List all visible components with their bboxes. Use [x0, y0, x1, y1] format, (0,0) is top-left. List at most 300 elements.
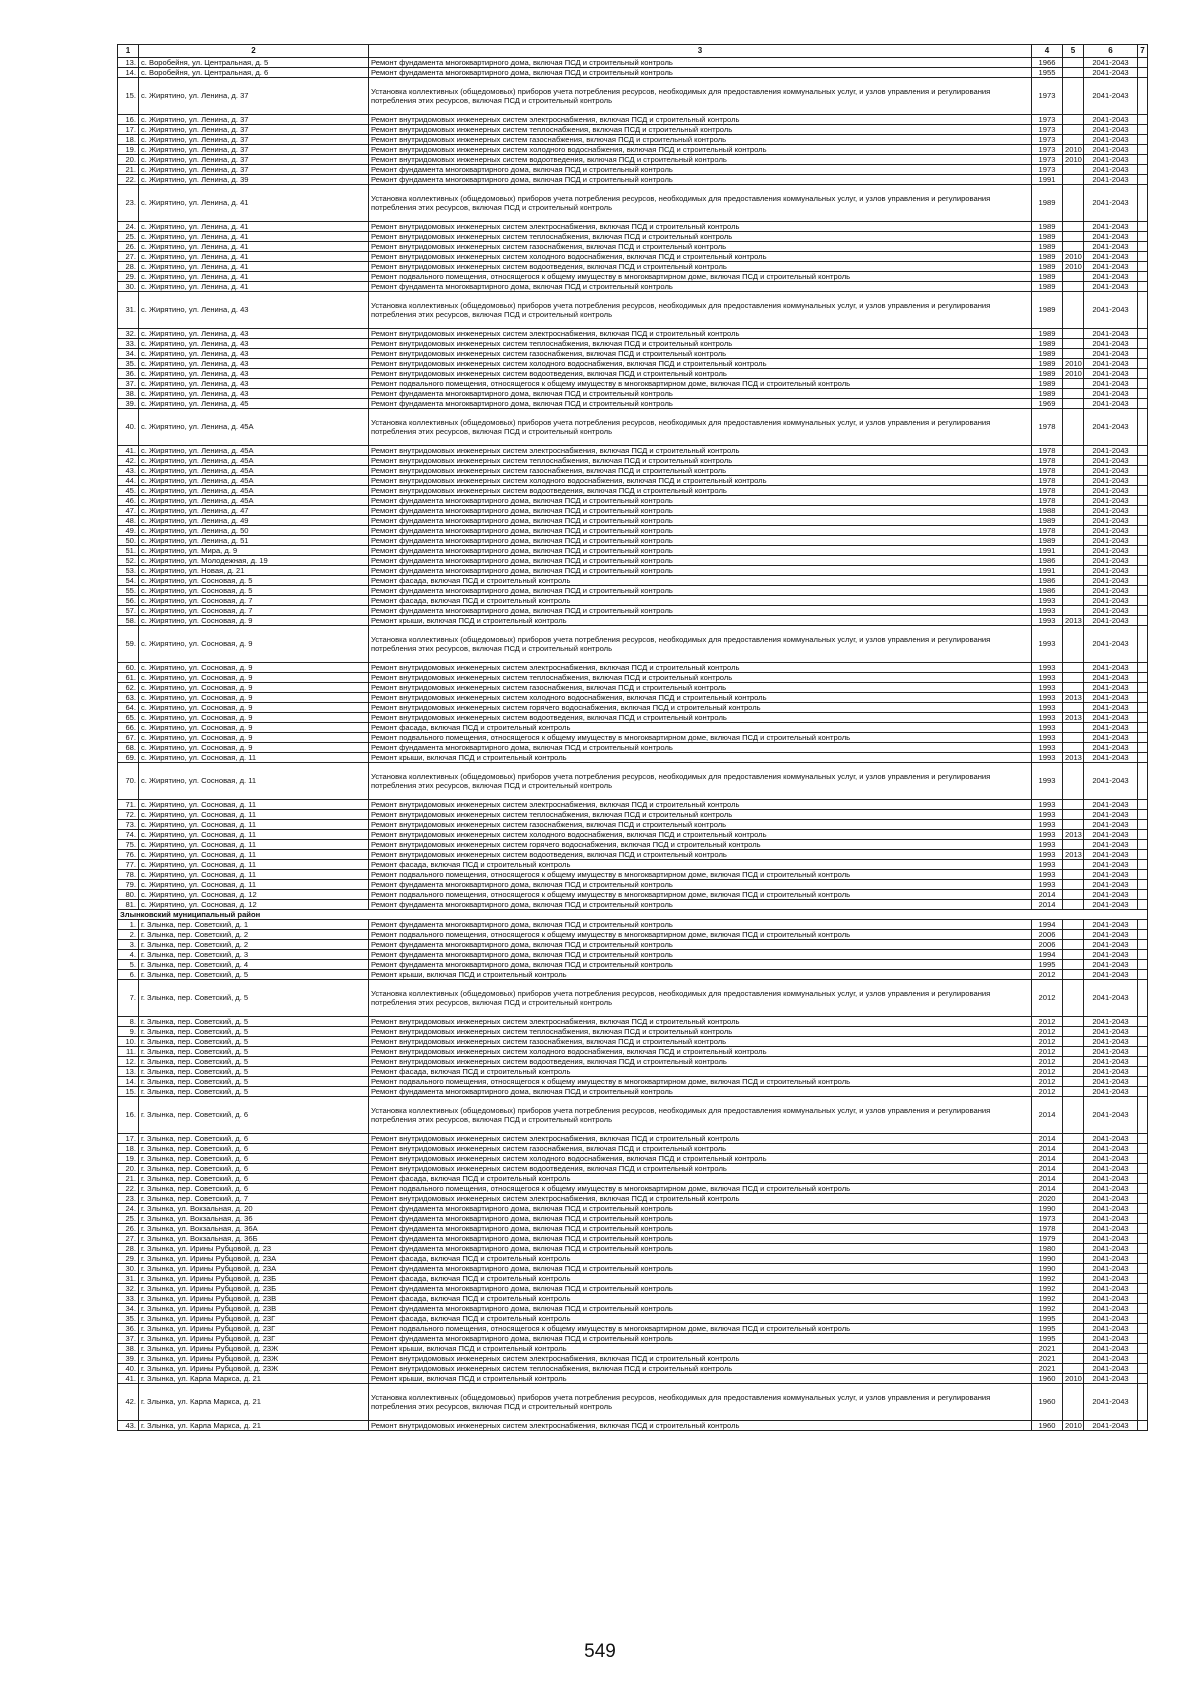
- work-type-cell: Ремонт внутридомовых инженерных систем теплоснабжения, включая ПСД и строительный контроль: [369, 456, 1032, 466]
- year-built-cell: 1978: [1032, 526, 1063, 536]
- address-cell: с. Жирятино, ул. Сосновая, д. 5: [139, 586, 369, 596]
- year-built-cell: 1993: [1032, 606, 1063, 616]
- work-type-cell: Ремонт внутридомовых инженерных систем электроснабжения, включая ПСД и строительный контроль: [369, 1421, 1032, 1431]
- table-row: [118, 1384, 1148, 1421]
- empty-cell: [1138, 329, 1148, 339]
- table-row: [118, 1294, 1148, 1304]
- address-cell: с. Воробейня, ул. Центральная, д. 5: [139, 58, 369, 68]
- empty-cell: [1138, 1334, 1148, 1344]
- planned-period-cell: 2041-2043: [1084, 606, 1138, 616]
- planned-period-cell: 2041-2043: [1084, 546, 1138, 556]
- planned-period-cell: 2041-2043: [1084, 1194, 1138, 1204]
- work-type-cell: Ремонт внутридомовых инженерных систем холодного водоснабжения, включая ПСД и строительный контроль: [369, 359, 1032, 369]
- planned-period-cell: 2041-2043: [1084, 1274, 1138, 1284]
- empty-cell: [1138, 1304, 1148, 1314]
- year-built-cell: 1960: [1032, 1421, 1063, 1431]
- year-built-cell: 1989: [1032, 329, 1063, 339]
- address-cell: г. Злынка, пер. Советский, д. 4: [139, 960, 369, 970]
- empty-cell: [1138, 1254, 1148, 1264]
- address-cell: с. Жирятино, ул. Ленина, д. 37: [139, 145, 369, 155]
- row-number: 41.: [118, 446, 139, 456]
- work-type-cell: Ремонт внутридомовых инженерных систем теплоснабжения, включая ПСД и строительный контроль: [369, 1027, 1032, 1037]
- row-number: 24.: [118, 222, 139, 232]
- planned-period-cell: 2041-2043: [1084, 596, 1138, 606]
- year-built-cell: 2012: [1032, 1017, 1063, 1027]
- year-built-cell: 1993: [1032, 713, 1063, 723]
- table-row: [118, 626, 1148, 663]
- last-repair-year-cell: [1063, 232, 1084, 242]
- row-number: 1.: [118, 920, 139, 930]
- table-row: [118, 1234, 1148, 1244]
- address-cell: г. Злынка, пер. Советский, д. 5: [139, 980, 369, 1017]
- last-repair-year-cell: [1063, 980, 1084, 1017]
- table-row: [118, 1264, 1148, 1274]
- address-cell: с. Жирятино, ул. Новая, д. 21: [139, 566, 369, 576]
- work-type-cell: Ремонт внутридомовых инженерных систем электроснабжения, включая ПСД и строительный контроль: [369, 1354, 1032, 1364]
- planned-period-cell: 2041-2043: [1084, 810, 1138, 820]
- address-cell: г. Злынка, пер. Советский, д. 5: [139, 1027, 369, 1037]
- table-row: [118, 456, 1148, 466]
- row-number: 17.: [118, 125, 139, 135]
- table-row: [118, 663, 1148, 673]
- work-type-cell: Ремонт фундамента многоквартирного дома, включая ПСД и строительный контроль: [369, 940, 1032, 950]
- empty-cell: [1138, 1274, 1148, 1284]
- planned-period-cell: 2041-2043: [1084, 1324, 1138, 1334]
- table-row: [118, 566, 1148, 576]
- last-repair-year-cell: [1063, 1384, 1084, 1421]
- row-number: 21.: [118, 1174, 139, 1184]
- last-repair-year-cell: [1063, 1334, 1084, 1344]
- address-cell: с. Жирятино, ул. Ленина, д. 45А: [139, 446, 369, 456]
- year-built-cell: 1989: [1032, 379, 1063, 389]
- work-type-cell: Ремонт фундамента многоквартирного дома, включая ПСД и строительный контроль: [369, 556, 1032, 566]
- row-number: 13.: [118, 1067, 139, 1077]
- empty-cell: [1138, 800, 1148, 810]
- year-built-cell: 1988: [1032, 506, 1063, 516]
- year-built-cell: 1990: [1032, 1204, 1063, 1214]
- address-cell: г. Злынка, пер. Советский, д. 2: [139, 930, 369, 940]
- planned-period-cell: 2041-2043: [1084, 556, 1138, 566]
- year-built-cell: 1993: [1032, 733, 1063, 743]
- year-built-cell: 1993: [1032, 810, 1063, 820]
- table-row: [118, 379, 1148, 389]
- planned-period-cell: 2041-2043: [1084, 1354, 1138, 1364]
- work-type-cell: Ремонт фундамента многоквартирного дома, включая ПСД и строительный контроль: [369, 1244, 1032, 1254]
- address-cell: г. Злынка, пер. Советский, д. 7: [139, 1194, 369, 1204]
- row-number: 14.: [118, 1077, 139, 1087]
- empty-cell: [1138, 1264, 1148, 1274]
- row-number: 27.: [118, 252, 139, 262]
- work-type-cell: Ремонт внутридомовых инженерных систем электроснабжения, включая ПСД и строительный контроль: [369, 1017, 1032, 1027]
- last-repair-year-cell: [1063, 1077, 1084, 1087]
- address-cell: с. Жирятино, ул. Ленина, д. 45А: [139, 456, 369, 466]
- table-row: [118, 232, 1148, 242]
- address-cell: с. Жирятино, ул. Ленина, д. 37: [139, 155, 369, 165]
- last-repair-year-cell: [1063, 723, 1084, 733]
- planned-period-cell: 2041-2043: [1084, 683, 1138, 693]
- work-type-cell: Ремонт внутридомовых инженерных систем холодного водоснабжения, включая ПСД и строительный контроль: [369, 830, 1032, 840]
- empty-cell: [1138, 135, 1148, 145]
- year-built-cell: 1978: [1032, 456, 1063, 466]
- work-type-cell: Ремонт внутридомовых инженерных систем теплоснабжения, включая ПСД и строительный контроль: [369, 232, 1032, 242]
- work-type-cell: Ремонт фасада, включая ПСД и строительный контроль: [369, 1174, 1032, 1184]
- row-number: 36.: [118, 1324, 139, 1334]
- last-repair-year-cell: 2013: [1063, 830, 1084, 840]
- empty-cell: [1138, 1017, 1148, 1027]
- planned-period-cell: 2041-2043: [1084, 476, 1138, 486]
- planned-period-cell: 2041-2043: [1084, 262, 1138, 272]
- year-built-cell: 1989: [1032, 349, 1063, 359]
- year-built-cell: 2012: [1032, 1077, 1063, 1087]
- table-row: [118, 1037, 1148, 1047]
- empty-cell: [1138, 369, 1148, 379]
- empty-cell: [1138, 1047, 1148, 1057]
- table-row: [118, 369, 1148, 379]
- table-row: [118, 703, 1148, 713]
- work-type-cell: Ремонт фундамента многоквартирного дома, включая ПСД и строительный контроль: [369, 506, 1032, 516]
- row-number: 32.: [118, 1284, 139, 1294]
- row-number: 37.: [118, 379, 139, 389]
- work-type-cell: Ремонт фундамента многоквартирного дома, включая ПСД и строительный контроль: [369, 389, 1032, 399]
- last-repair-year-cell: [1063, 970, 1084, 980]
- address-cell: г. Злынка, пер. Советский, д. 6: [139, 1164, 369, 1174]
- work-type-cell: Ремонт фундамента многоквартирного дома, включая ПСД и строительный контроль: [369, 399, 1032, 409]
- table-row: [118, 292, 1148, 329]
- row-number: 60.: [118, 663, 139, 673]
- last-repair-year-cell: [1063, 596, 1084, 606]
- row-number: 50.: [118, 536, 139, 546]
- row-number: 74.: [118, 830, 139, 840]
- empty-cell: [1138, 486, 1148, 496]
- empty-cell: [1138, 242, 1148, 252]
- work-type-cell: Ремонт фундамента многоквартирного дома, включая ПСД и строительный контроль: [369, 1087, 1032, 1097]
- page-number: 549: [584, 1641, 616, 1662]
- district-name: Злынковский муниципальный район: [118, 910, 1148, 920]
- empty-cell: [1138, 262, 1148, 272]
- row-number: 34.: [118, 1304, 139, 1314]
- work-type-cell: Ремонт крыши, включая ПСД и строительный контроль: [369, 616, 1032, 626]
- row-number: 18.: [118, 135, 139, 145]
- work-type-cell: Ремонт фундамента многоквартирного дома, включая ПСД и строительный контроль: [369, 743, 1032, 753]
- address-cell: с. Жирятино, ул. Ленина, д. 45А: [139, 486, 369, 496]
- planned-period-cell: 2041-2043: [1084, 1037, 1138, 1047]
- year-built-cell: 1978: [1032, 446, 1063, 456]
- row-number: 45.: [118, 486, 139, 496]
- empty-cell: [1138, 860, 1148, 870]
- row-number: 68.: [118, 743, 139, 753]
- planned-period-cell: 2041-2043: [1084, 870, 1138, 880]
- table-row: [118, 1314, 1148, 1324]
- work-type-cell: Ремонт внутридомовых инженерных систем горячего водоснабжения, включая ПСД и строительный контроль: [369, 703, 1032, 713]
- year-built-cell: 2012: [1032, 1087, 1063, 1097]
- address-cell: г. Злынка, пер. Советский, д. 5: [139, 1037, 369, 1047]
- empty-cell: [1138, 409, 1148, 446]
- work-type-cell: Ремонт фундамента многоквартирного дома, включая ПСД и строительный контроль: [369, 516, 1032, 526]
- last-repair-year-cell: [1063, 1294, 1084, 1304]
- table-row: [118, 930, 1148, 940]
- last-repair-year-cell: [1063, 1204, 1084, 1214]
- table-row: [118, 1254, 1148, 1264]
- address-cell: с. Жирятино, ул. Сосновая, д. 7: [139, 596, 369, 606]
- planned-period-cell: 2041-2043: [1084, 135, 1138, 145]
- row-number: 11.: [118, 1047, 139, 1057]
- empty-cell: [1138, 1077, 1148, 1087]
- last-repair-year-cell: [1063, 1284, 1084, 1294]
- work-type-cell: Ремонт внутридомовых инженерных систем холодного водоснабжения, включая ПСД и строительный контроль: [369, 145, 1032, 155]
- planned-period-cell: 2041-2043: [1084, 900, 1138, 910]
- table-row: [118, 1364, 1148, 1374]
- empty-cell: [1138, 693, 1148, 703]
- address-cell: с. Жирятино, ул. Ленина, д. 49: [139, 516, 369, 526]
- work-type-cell: Установка коллективных (общедомовых) приборов учета потребления ресурсов, необходимых для предоставления коммунальных услуг, и узлов управления и регулирования потребления этих ресурсов, включая ПСД и строительный контроль: [369, 1384, 1032, 1421]
- work-type-cell: Ремонт подвального помещения, относящегося к общему имуществу в многоквартирном доме, включая ПСД и строительный контроль: [369, 1077, 1032, 1087]
- last-repair-year-cell: [1063, 840, 1084, 850]
- planned-period-cell: 2041-2043: [1084, 1304, 1138, 1314]
- year-built-cell: 1989: [1032, 222, 1063, 232]
- planned-period-cell: 2041-2043: [1084, 1144, 1138, 1154]
- address-cell: с. Жирятино, ул. Ленина, д. 41: [139, 262, 369, 272]
- row-number: 16.: [118, 1097, 139, 1134]
- row-number: 43.: [118, 466, 139, 476]
- table-row: [118, 389, 1148, 399]
- row-number: 67.: [118, 733, 139, 743]
- last-repair-year-cell: [1063, 516, 1084, 526]
- table-row: [118, 743, 1148, 753]
- work-type-cell: Ремонт фундамента многоквартирного дома, включая ПСД и строительный контроль: [369, 950, 1032, 960]
- planned-period-cell: 2041-2043: [1084, 1164, 1138, 1174]
- work-type-cell: Ремонт внутридомовых инженерных систем электроснабжения, включая ПСД и строительный контроль: [369, 222, 1032, 232]
- last-repair-year-cell: [1063, 1344, 1084, 1354]
- work-type-cell: Ремонт внутридомовых инженерных систем электроснабжения, включая ПСД и строительный контроль: [369, 663, 1032, 673]
- last-repair-year-cell: 2010: [1063, 145, 1084, 155]
- work-type-cell: Ремонт фасада, включая ПСД и строительный контроль: [369, 723, 1032, 733]
- last-repair-year-cell: [1063, 810, 1084, 820]
- row-number: 9.: [118, 1027, 139, 1037]
- planned-period-cell: 2041-2043: [1084, 920, 1138, 930]
- year-built-cell: 2006: [1032, 940, 1063, 950]
- last-repair-year-cell: [1063, 282, 1084, 292]
- address-cell: г. Злынка, пер. Советский, д. 2: [139, 940, 369, 950]
- work-type-cell: Ремонт фундамента многоквартирного дома, включая ПСД и строительный контроль: [369, 1334, 1032, 1344]
- table-row: [118, 810, 1148, 820]
- row-number: 64.: [118, 703, 139, 713]
- empty-cell: [1138, 1037, 1148, 1047]
- last-repair-year-cell: [1063, 1144, 1084, 1154]
- year-built-cell: 1993: [1032, 753, 1063, 763]
- planned-period-cell: 2041-2043: [1084, 850, 1138, 860]
- work-type-cell: Ремонт подвального помещения, относящегося к общему имуществу в многоквартирном доме, включая ПСД и строительный контроль: [369, 890, 1032, 900]
- work-type-cell: Установка коллективных (общедомовых) приборов учета потребления ресурсов, необходимых для предоставления коммунальных услуг, и узлов управления и регулирования потребления этих ресурсов, включая ПСД и строительный контроль: [369, 980, 1032, 1017]
- year-built-cell: 1993: [1032, 763, 1063, 800]
- work-type-cell: Ремонт фундамента многоквартирного дома, включая ПСД и строительный контроль: [369, 1264, 1032, 1274]
- planned-period-cell: 2041-2043: [1084, 379, 1138, 389]
- last-repair-year-cell: [1063, 1194, 1084, 1204]
- table-row: [118, 282, 1148, 292]
- table-row: [118, 516, 1148, 526]
- address-cell: с. Жирятино, ул. Ленина, д. 50: [139, 526, 369, 536]
- planned-period-cell: 2041-2043: [1084, 1077, 1138, 1087]
- address-cell: с. Жирятино, ул. Сосновая, д. 9: [139, 626, 369, 663]
- address-cell: г. Злынка, ул. Ирины Рубцовой, д. 23: [139, 1244, 369, 1254]
- row-number: 23.: [118, 1194, 139, 1204]
- work-type-cell: Ремонт внутридомовых инженерных систем электроснабжения, включая ПСД и строительный контроль: [369, 800, 1032, 810]
- table-row: [118, 466, 1148, 476]
- table-row: [118, 1284, 1148, 1294]
- work-type-cell: Ремонт внутридомовых инженерных систем водоотведения, включая ПСД и строительный контроль: [369, 486, 1032, 496]
- year-built-cell: 1993: [1032, 850, 1063, 860]
- work-type-cell: Ремонт подвального помещения, относящегося к общему имуществу в многоквартирном доме, включая ПСД и строительный контроль: [369, 930, 1032, 940]
- table-row: [118, 1304, 1148, 1314]
- address-cell: г. Злынка, пер. Советский, д. 5: [139, 1087, 369, 1097]
- year-built-cell: 2012: [1032, 970, 1063, 980]
- last-repair-year-cell: [1063, 546, 1084, 556]
- year-built-cell: 2014: [1032, 1164, 1063, 1174]
- year-built-cell: 1989: [1032, 282, 1063, 292]
- empty-cell: [1138, 1134, 1148, 1144]
- planned-period-cell: 2041-2043: [1084, 78, 1138, 115]
- address-cell: с. Жирятино, ул. Сосновая, д. 11: [139, 830, 369, 840]
- address-cell: с. Жирятино, ул. Ленина, д. 41: [139, 272, 369, 282]
- empty-cell: [1138, 349, 1148, 359]
- work-type-cell: Ремонт подвального помещения, относящегося к общему имуществу в многоквартирном доме, включая ПСД и строительный контроль: [369, 272, 1032, 282]
- planned-period-cell: 2041-2043: [1084, 369, 1138, 379]
- table-row: [118, 713, 1148, 723]
- planned-period-cell: 2041-2043: [1084, 576, 1138, 586]
- last-repair-year-cell: [1063, 733, 1084, 743]
- last-repair-year-cell: [1063, 1057, 1084, 1067]
- address-cell: с. Жирятино, ул. Ленина, д. 43: [139, 349, 369, 359]
- year-built-cell: 2014: [1032, 1184, 1063, 1194]
- address-cell: г. Злынка, ул. Вокзальная, д. 20: [139, 1204, 369, 1214]
- empty-cell: [1138, 1154, 1148, 1164]
- row-number: 49.: [118, 526, 139, 536]
- table-row: [118, 329, 1148, 339]
- row-number: 73.: [118, 820, 139, 830]
- empty-cell: [1138, 1184, 1148, 1194]
- address-cell: с. Жирятино, ул. Сосновая, д. 9: [139, 616, 369, 626]
- empty-cell: [1138, 1364, 1148, 1374]
- row-number: 59.: [118, 626, 139, 663]
- table-row: [118, 1077, 1148, 1087]
- planned-period-cell: 2041-2043: [1084, 1284, 1138, 1294]
- last-repair-year-cell: [1063, 242, 1084, 252]
- row-number: 33.: [118, 339, 139, 349]
- last-repair-year-cell: [1063, 185, 1084, 222]
- row-number: 30.: [118, 1264, 139, 1274]
- empty-cell: [1138, 1087, 1148, 1097]
- work-type-cell: Ремонт фундамента многоквартирного дома, включая ПСД и строительный контроль: [369, 1224, 1032, 1234]
- address-cell: с. Жирятино, ул. Сосновая, д. 9: [139, 663, 369, 673]
- row-number: 75.: [118, 840, 139, 850]
- work-type-cell: Ремонт фасада, включая ПСД и строительный контроль: [369, 596, 1032, 606]
- table-row: [118, 1047, 1148, 1057]
- work-type-cell: Ремонт внутридомовых инженерных систем газоснабжения, включая ПСД и строительный контроль: [369, 683, 1032, 693]
- work-type-cell: Ремонт фундамента многоквартирного дома, включая ПСД и строительный контроль: [369, 606, 1032, 616]
- empty-cell: [1138, 222, 1148, 232]
- year-built-cell: 1992: [1032, 1304, 1063, 1314]
- empty-cell: [1138, 1354, 1148, 1364]
- table-row: [118, 673, 1148, 683]
- row-number: 8.: [118, 1017, 139, 1027]
- planned-period-cell: 2041-2043: [1084, 282, 1138, 292]
- table-row: [118, 1214, 1148, 1224]
- row-number: 3.: [118, 940, 139, 950]
- last-repair-year-cell: [1063, 409, 1084, 446]
- planned-period-cell: 2041-2043: [1084, 830, 1138, 840]
- table-row: [118, 1421, 1148, 1431]
- address-cell: с. Жирятино, ул. Ленина, д. 45А: [139, 476, 369, 486]
- address-cell: с. Жирятино, ул. Ленина, д. 51: [139, 536, 369, 546]
- empty-cell: [1138, 165, 1148, 175]
- table-row: [118, 1027, 1148, 1037]
- year-built-cell: 1989: [1032, 389, 1063, 399]
- address-cell: с. Жирятино, ул. Ленина, д. 41: [139, 185, 369, 222]
- last-repair-year-cell: [1063, 920, 1084, 930]
- address-cell: с. Жирятино, ул. Ленина, д. 37: [139, 78, 369, 115]
- year-built-cell: 2012: [1032, 1027, 1063, 1037]
- row-number: 39.: [118, 1354, 139, 1364]
- row-number: 30.: [118, 282, 139, 292]
- last-repair-year-cell: [1063, 576, 1084, 586]
- work-type-cell: Ремонт внутридомовых инженерных систем холодного водоснабжения, включая ПСД и строительный контроль: [369, 1047, 1032, 1057]
- empty-cell: [1138, 596, 1148, 606]
- row-number: 61.: [118, 673, 139, 683]
- address-cell: с. Жирятино, ул. Ленина, д. 37: [139, 135, 369, 145]
- planned-period-cell: 2041-2043: [1084, 409, 1138, 446]
- year-built-cell: 1978: [1032, 466, 1063, 476]
- year-built-cell: 1973: [1032, 125, 1063, 135]
- table-row: [118, 980, 1148, 1017]
- year-built-cell: 2012: [1032, 1047, 1063, 1057]
- row-number: 17.: [118, 1134, 139, 1144]
- work-type-cell: Ремонт фундамента многоквартирного дома, включая ПСД и строительный контроль: [369, 282, 1032, 292]
- address-cell: г. Злынка, пер. Советский, д. 5: [139, 1017, 369, 1027]
- work-type-cell: Ремонт внутридомовых инженерных систем водоотведения, включая ПСД и строительный контроль: [369, 713, 1032, 723]
- year-built-cell: 1955: [1032, 68, 1063, 78]
- year-built-cell: 1993: [1032, 683, 1063, 693]
- planned-period-cell: 2041-2043: [1084, 723, 1138, 733]
- empty-cell: [1138, 399, 1148, 409]
- planned-period-cell: 2041-2043: [1084, 446, 1138, 456]
- table-row: [118, 870, 1148, 880]
- last-repair-year-cell: [1063, 1174, 1084, 1184]
- last-repair-year-cell: [1063, 586, 1084, 596]
- last-repair-year-cell: [1063, 292, 1084, 329]
- empty-cell: [1138, 58, 1148, 68]
- table-row: [118, 1017, 1148, 1027]
- table-row: [118, 830, 1148, 840]
- planned-period-cell: 2041-2043: [1084, 506, 1138, 516]
- table-row: [118, 1144, 1148, 1154]
- planned-period-cell: 2041-2043: [1084, 125, 1138, 135]
- planned-period-cell: 2041-2043: [1084, 1384, 1138, 1421]
- year-built-cell: 1994: [1032, 920, 1063, 930]
- address-cell: г. Злынка, ул. Ирины Рубцовой, д. 23Б: [139, 1284, 369, 1294]
- row-number: 51.: [118, 546, 139, 556]
- year-built-cell: 1994: [1032, 950, 1063, 960]
- planned-period-cell: 2041-2043: [1084, 743, 1138, 753]
- empty-cell: [1138, 1294, 1148, 1304]
- table-row: [118, 1244, 1148, 1254]
- year-built-cell: 1978: [1032, 1224, 1063, 1234]
- last-repair-year-cell: [1063, 349, 1084, 359]
- table-row: [118, 763, 1148, 800]
- last-repair-year-cell: 2010: [1063, 1421, 1084, 1431]
- empty-cell: [1138, 713, 1148, 723]
- row-number: 44.: [118, 476, 139, 486]
- address-cell: г. Злынка, ул. Ирины Рубцовой, д. 23Ж: [139, 1344, 369, 1354]
- last-repair-year-cell: [1063, 399, 1084, 409]
